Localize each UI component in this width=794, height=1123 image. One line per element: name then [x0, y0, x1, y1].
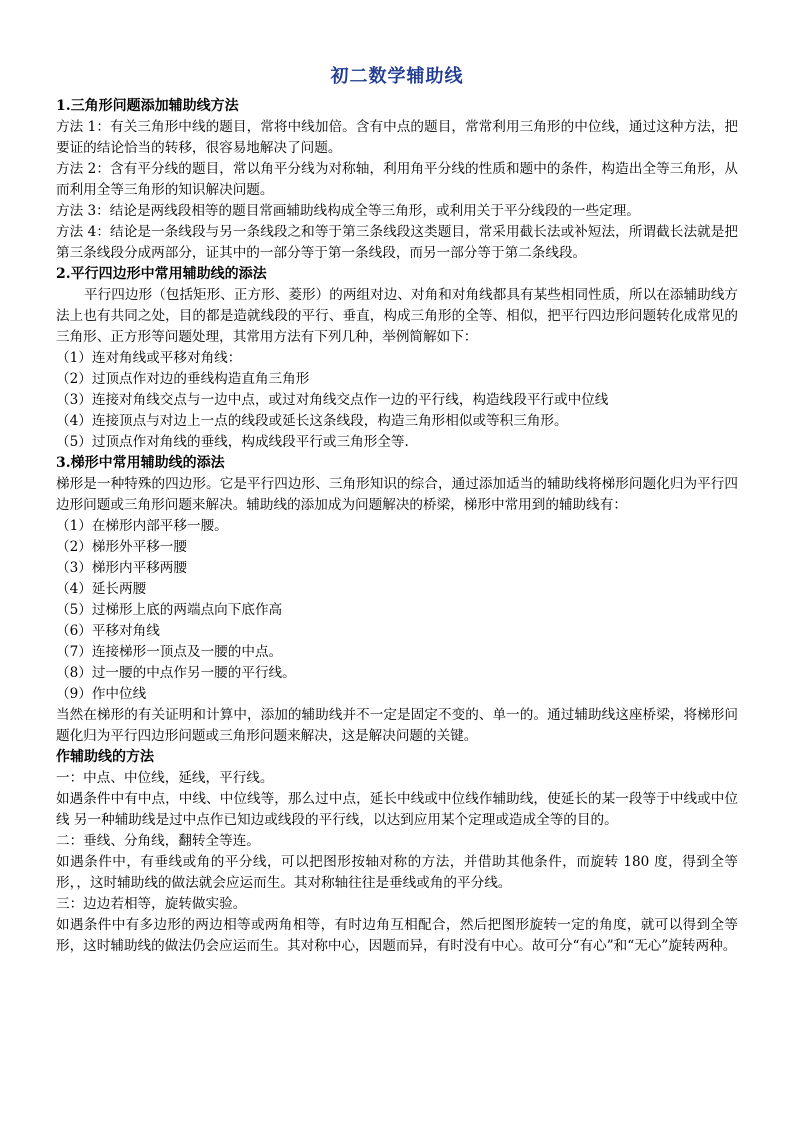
- paragraph: 如遇条件中，有垂线或角的平分线，可以把图形按轴对称的方法，并借助其他条件，而旋转 180 度，得到全等形，，这时辅助线的做法就会应运而生。其对称轴往往是垂线或角的平分线。: [56, 854, 738, 891]
- list-item: （7）连接梯形一顶点及一腰的中点。: [56, 644, 283, 660]
- list-item: （2）梯形外平移一腰: [56, 539, 187, 555]
- list-item: （9）作中位线: [56, 686, 147, 702]
- list-item: （2）过顶点作对边的垂线构造直角三角形: [56, 371, 310, 387]
- list-item: （5）过顶点作对角线的垂线，构成线段平行或三角形全等.: [56, 434, 409, 450]
- paragraph: 平行四边形（包括矩形、正方形、菱形）的两组对边、对角和对角线都具有某些相同性质，所以在添辅助线方法上也有共同之处，目的都是造就线段的平行、垂直，构成三角形的全等、相似，把平行四边形问题转化成常见的三角形、正方形等问题处理，其常用方法有下列几种，举例简解如下：: [56, 287, 738, 345]
- section-heading-triangle: 1.三角形问题添加辅助线方法: [56, 98, 239, 114]
- paragraph: 梯形是一种特殊的四边形。它是平行四边形、三角形知识的综合，通过添加适当的辅助线将梯形问题化归为平行四边形问题或三角形问题来解决。辅助线的添加成为问题解决的桥梁，梯形中常用到的辅助线有：: [56, 476, 738, 513]
- list-item: （6）平移对角线: [56, 623, 160, 639]
- list-item: （3）连接对角线交点与一边中点，或过对角线交点作一边的平行线，构造线段平行或中位线: [56, 392, 609, 408]
- paragraph: 方法 4：结论是一条线段与另一条线段之和等于第三条线段这类题目，常采用截长法或补短法，所谓截长法就是把第三条线段分成两部分，证其中的一部分等于第一条线段，而另一部分等于第二条线段。: [56, 224, 738, 261]
- list-item: （1）在梯形内部平移一腰。: [56, 518, 228, 534]
- list-item: （3）梯形内平移两腰: [56, 560, 187, 576]
- section-heading-parallelogram: 2.平行四边形中常用辅助线的添法: [56, 266, 267, 282]
- section-heading-trapezoid: 3.梯形中常用辅助线的添法: [56, 455, 225, 471]
- paragraph: 当然在梯形的有关证明和计算中，添加的辅助线并不一定是固定不变的、单一的。通过辅助线这座桥梁，将梯形问题化归为平行四边形问题或三角形问题来解决，这是解决问题的关键。: [56, 707, 738, 744]
- list-item: （5）过梯形上底的两端点向下底作高: [56, 602, 283, 618]
- paragraph: 三：边边若相等，旋转做实验。: [56, 896, 247, 912]
- paragraph: 如遇条件中有多边形的两边相等或两角相等，有时边角互相配合，然后把图形旋转一定的角度，就可以得到全等形，这时辅助线的做法仍会应运而生。其对称中心，因题而异，有时没有中心。故可分“有心”和“无心”旋转两种。: [56, 917, 738, 954]
- section-heading-methods: 作辅助线的方法: [56, 749, 154, 765]
- list-item: （4）延长两腰: [56, 581, 147, 597]
- paragraph: 方法 1：有关三角形中线的题目，常将中线加倍。含有中点的题目，常常利用三角形的中位线，通过这种方法，把要证的结论恰当的转移，很容易地解决了问题。: [56, 119, 738, 156]
- paragraph: 方法 2：含有平分线的题目，常以角平分线为对称轴，利用角平分线的性质和题中的条件，构造出全等三角形，从而利用全等三角形的知识解决问题。: [56, 161, 738, 198]
- document-title: 初二数学辅助线: [330, 66, 464, 87]
- paragraph: 如遇条件中有中点，中线、中位线等，那么过中点，延长中线或中位线作辅助线，使延长的某一段等于中线或中位线 另一种辅助线是过中点作已知边或线段的平行线，以达到应用某个定理或造成全等的目的。: [56, 791, 738, 828]
- paragraph: 一：中点、中位线，延线，平行线。: [56, 770, 274, 786]
- list-item: （4）连接顶点与对边上一点的线段或延长这条线段，构造三角形相似或等积三角形。: [56, 413, 568, 429]
- list-item: （8）过一腰的中点作另一腰的平行线。: [56, 665, 296, 681]
- document-page: [56, 64, 738, 957]
- paragraph: 方法 3：结论是两线段相等的题目常画辅助线构成全等三角形，或利用关于平分线段的一些定理。: [56, 203, 640, 219]
- paragraph: 二：垂线、分角线，翻转全等连。: [56, 833, 260, 849]
- list-item: （1）连对角线或平移对角线：: [56, 350, 242, 366]
